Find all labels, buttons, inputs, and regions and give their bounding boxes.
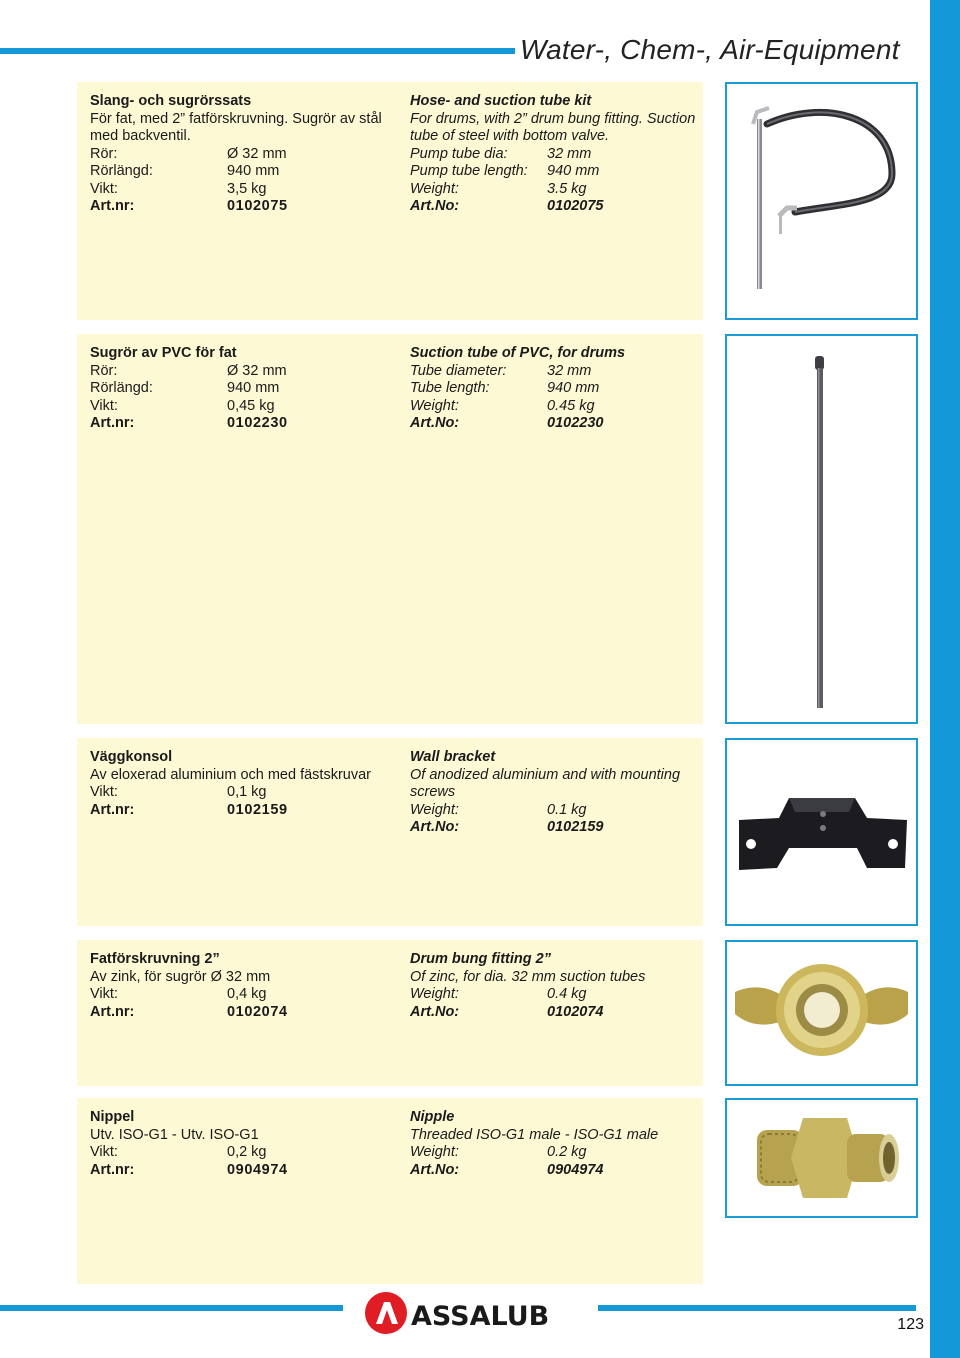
article-number-value: 0102159 — [227, 801, 288, 818]
product-heading: Sugrör av PVC för fat — [90, 345, 237, 361]
article-number-value: 0102075 — [227, 198, 288, 214]
assalub-logo-mark — [363, 1290, 550, 1336]
spec-value: Ø 32 mm — [227, 362, 287, 379]
spec-row — [90, 1144, 390, 1162]
spec-label: Rörlängd: — [90, 380, 153, 396]
spec-row — [90, 181, 390, 199]
spec-value: 0.1 kg — [547, 801, 587, 818]
spec-label: Weight: — [410, 180, 459, 197]
spec-row — [90, 363, 390, 381]
header-rule — [0, 48, 515, 54]
assalub-logo — [363, 1290, 550, 1336]
spec-value: 3.5 kg — [547, 180, 587, 197]
spec-row — [90, 986, 390, 1004]
spec-row — [410, 1144, 700, 1162]
spec-value: 0,2 kg — [227, 1144, 267, 1160]
spec-row — [410, 986, 700, 1004]
article-number-label: Art.nr: — [90, 415, 135, 431]
product-heading: Slang- och sugrörssats — [90, 93, 252, 109]
spec-row — [90, 398, 390, 416]
spec-label: Pump tube length: — [410, 163, 528, 179]
article-number-value: 0102075 — [547, 198, 604, 214]
side-accent-stripe — [930, 0, 960, 1358]
footer-rule-right — [598, 1305, 916, 1311]
spec-label: Weight: — [410, 801, 459, 818]
article-number-row — [90, 1162, 390, 1180]
spec-row — [410, 380, 700, 398]
article-number-row — [90, 1004, 390, 1022]
product-card-drum-bung-fitting — [77, 940, 703, 1086]
product-text-english — [410, 951, 700, 1021]
article-number-value: 0102159 — [547, 819, 604, 835]
product-photo-pvc-suction-tube — [725, 334, 918, 724]
article-number-value: 0102074 — [227, 1003, 288, 1020]
spec-value: 0.4 kg — [547, 986, 587, 1002]
spec-label: Rör: — [90, 362, 118, 379]
spec-label: Tube diameter: — [410, 362, 507, 379]
product-description: For drums, with 2” drum bung fitting. Suction tube of steel with bottom valve. — [410, 110, 696, 144]
article-number-value: 0904974 — [547, 1161, 604, 1178]
spec-label: Vikt: — [90, 397, 118, 414]
product-text-swedish — [90, 345, 390, 433]
article-number-row — [90, 198, 390, 216]
product-text-english — [410, 345, 700, 433]
spec-value: 940 mm — [547, 163, 600, 179]
spec-row — [410, 146, 700, 164]
product-text-english — [410, 1109, 700, 1179]
spec-value: 0,45 kg — [227, 397, 275, 414]
article-number-row — [410, 819, 700, 837]
spec-value: 940 mm — [227, 163, 280, 179]
spec-label: Vikt: — [90, 1144, 118, 1160]
article-number-value: 0102074 — [547, 1003, 604, 1020]
product-photo-hose-suction-kit — [725, 82, 918, 320]
spec-row — [410, 181, 700, 199]
spec-value: 32 mm — [547, 145, 592, 162]
spec-value: Ø 32 mm — [227, 145, 287, 162]
article-number-label: Art.No: — [410, 198, 460, 214]
spec-label: Vikt: — [90, 180, 118, 197]
product-heading: Väggkonsol — [90, 749, 173, 765]
product-text-swedish — [90, 749, 390, 819]
product-description: Av zink, för sugrör Ø 32 mm — [90, 968, 271, 985]
spec-row — [90, 146, 390, 164]
hose-suction-kit-image — [727, 84, 916, 318]
spec-label: Weight: — [410, 986, 459, 1002]
logo-wordmark: ASSALUB — [411, 1301, 550, 1332]
spec-label: Rör: — [90, 145, 118, 162]
spec-label: Tube length: — [410, 380, 490, 396]
spec-label: Rörlängd: — [90, 163, 153, 179]
spec-label: Vikt: — [90, 986, 118, 1002]
spec-label: Pump tube dia: — [410, 145, 508, 162]
spec-row — [90, 163, 390, 181]
product-card-hose-suction-kit — [77, 82, 703, 320]
article-number-label: Art.nr: — [90, 198, 135, 214]
product-card-wall-bracket — [77, 738, 703, 926]
product-heading: Hose- and suction tube kit — [410, 93, 592, 109]
spec-value: 940 mm — [547, 380, 600, 396]
product-text-swedish — [90, 93, 390, 216]
page-title: Water-, Chem-, Air-Equipment — [520, 34, 900, 65]
product-card-nipple — [77, 1098, 703, 1284]
article-number-label: Art.nr: — [90, 1161, 135, 1178]
product-photo-wall-bracket — [725, 738, 918, 926]
drum-bung-fitting-image — [727, 942, 916, 1084]
product-heading: Nippel — [90, 1109, 135, 1125]
product-photo-nipple — [725, 1098, 918, 1218]
product-description: Av eloxerad aluminium och med fästskruvar — [90, 766, 371, 783]
product-photo-drum-bung-fitting — [725, 940, 918, 1086]
product-text-english — [410, 749, 700, 837]
article-number-value: 0904974 — [227, 1161, 288, 1178]
article-number-label: Art.nr: — [90, 801, 135, 818]
spec-value: 3,5 kg — [227, 180, 267, 197]
product-heading: Drum bung fitting 2” — [410, 951, 551, 967]
product-description: Threaded ISO-G1 male - ISO-G1 male — [410, 1126, 659, 1143]
product-text-swedish — [90, 951, 390, 1021]
article-number-row — [90, 415, 390, 433]
pvc-suction-tube-image — [727, 336, 916, 722]
spec-row — [90, 380, 390, 398]
article-number-label: Art.No: — [410, 819, 460, 835]
spec-row — [410, 363, 700, 381]
article-number-row — [410, 415, 700, 433]
article-number-row — [410, 1004, 700, 1022]
wall-bracket-image — [727, 740, 916, 924]
spec-value: 0,1 kg — [227, 784, 267, 800]
spec-label: Vikt: — [90, 784, 118, 800]
product-description: För fat, med 2” fatförskruvning. Sugrör av stål med backventil. — [90, 110, 382, 144]
product-text-english — [410, 93, 700, 216]
spec-row — [410, 398, 700, 416]
product-card-pvc-suction-tube — [77, 334, 703, 724]
article-number-row — [410, 198, 700, 216]
spec-label: Weight: — [410, 397, 459, 414]
article-number-label: Art.nr: — [90, 1003, 135, 1020]
article-number-row — [410, 1162, 700, 1180]
spec-row — [410, 163, 700, 181]
product-heading: Fatförskruvning 2” — [90, 951, 220, 967]
footer-rule-left — [0, 1305, 343, 1311]
spec-value: 32 mm — [547, 362, 592, 379]
spec-label: Weight: — [410, 1144, 459, 1160]
page-number: 123 — [897, 1316, 924, 1333]
article-number-label: Art.No: — [410, 415, 460, 431]
product-heading: Wall bracket — [410, 749, 496, 765]
spec-value: 940 mm — [227, 380, 280, 396]
spec-value: 0,4 kg — [227, 986, 267, 1002]
article-number-label: Art.No: — [410, 1003, 460, 1020]
article-number-row — [90, 802, 390, 820]
article-number-value: 0102230 — [227, 415, 288, 431]
product-heading: Nipple — [410, 1109, 455, 1125]
product-description: Of anodized aluminium and with mounting screws — [410, 766, 681, 800]
product-description: Utv. ISO-G1 - Utv. ISO-G1 — [90, 1126, 259, 1143]
spec-value: 0.2 kg — [547, 1144, 587, 1160]
product-text-swedish — [90, 1109, 390, 1179]
article-number-label: Art.No: — [410, 1161, 460, 1178]
spec-value: 0.45 kg — [547, 397, 595, 414]
product-description: Of zinc, for dia. 32 mm suction tubes — [410, 968, 646, 985]
product-heading: Suction tube of PVC, for drums — [410, 345, 626, 361]
spec-row — [410, 802, 700, 820]
nipple-image — [727, 1100, 916, 1216]
spec-row — [90, 784, 390, 802]
article-number-value: 0102230 — [547, 415, 604, 431]
